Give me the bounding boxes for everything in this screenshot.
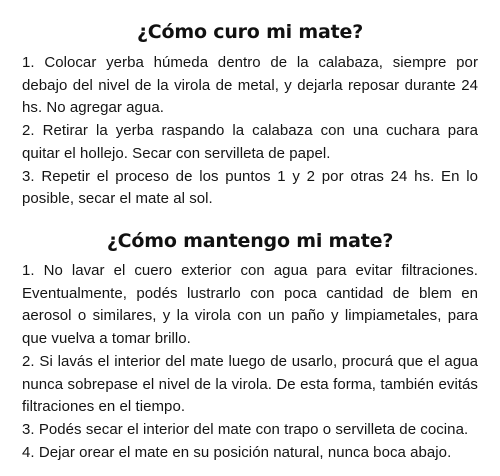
maintenance-step-2: 2. Si lavás el interior del mate luego de usarlo, procurá que el agua nunca sobrepase el nivel de la virola. De esta forma, también evitás filtraciones en el tiempo.: [22, 352, 478, 416]
maintenance-step-3: 3. Podés secar el interior del mate con trapo o servilleta de cocina.: [22, 420, 469, 438]
curing-step-2: 2. Retirar la yerba raspando la calabaza con una cuchara para quitar el hollejo. Secar con servilleta de papel.: [22, 122, 478, 162]
maintenance-instructions: [22, 260, 478, 464]
curing-step-1: 1. Colocar yerba húmeda dentro de la calabaza, siempre por debajo del nivel de la virola de metal, y dejarla reposar durante 24 hs. No agregar agua.: [22, 54, 478, 117]
maintenance-step-1: 1. No lavar el cuero exterior con agua para evitar filtraciones. Eventualmente, podés lustrarlo con poca cantidad de blem en aerosol o similares, y la virola con un paño y limpiametales, para que vuelva a tomar brillo.: [22, 262, 478, 348]
section-title-maintenance: ¿Cómo mantengo mi mate?: [106, 230, 394, 252]
curing-step-3: 3. Repetir el proceso de los puntos 1 y 2 por otras 24 hs. En lo posible, secar el mate al sol.: [22, 167, 478, 208]
curing-instructions: [22, 52, 478, 211]
maintenance-step-4: 4. Dejar orear el mate en su posición natural, nunca boca abajo.: [22, 443, 452, 461]
section-title-curing: ¿Cómo curo mi mate?: [136, 21, 364, 43]
